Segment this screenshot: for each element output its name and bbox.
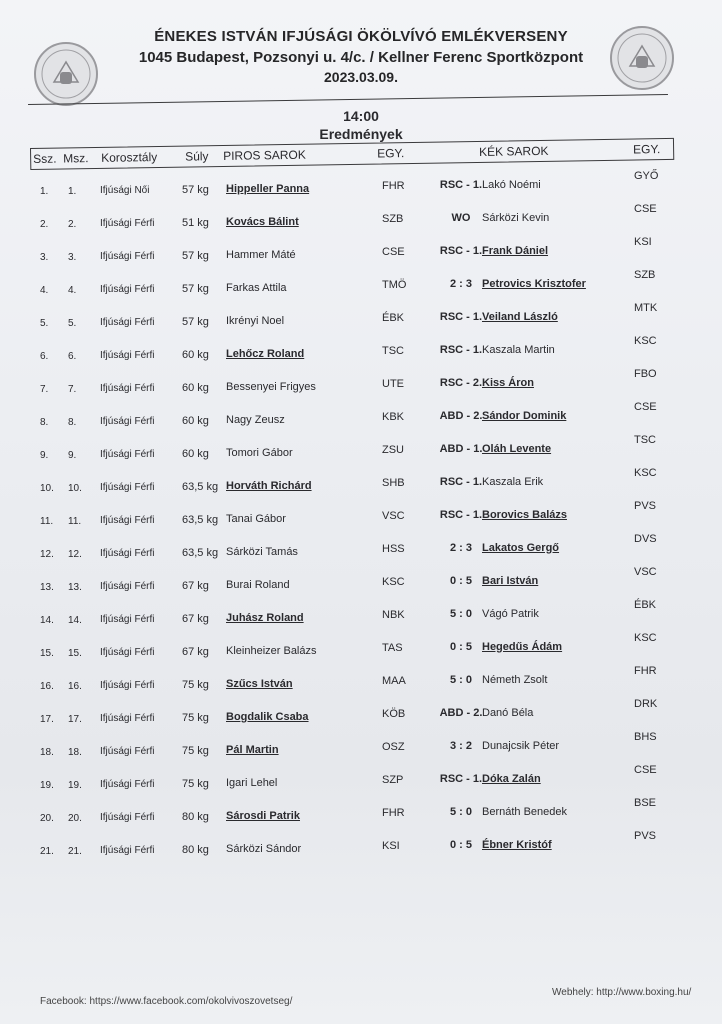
row-age-group: Ifjúsági Férfi: [100, 745, 155, 757]
blue-corner-boxer: Lakatos Gergő: [482, 541, 560, 554]
red-corner-club: TAS: [382, 642, 403, 655]
blue-corner-club: FBO: [634, 367, 657, 380]
row-age-group: Ifjúsági Férfi: [100, 844, 155, 856]
red-corner-club: TMÖ: [382, 279, 407, 292]
table-row: [0, 202, 722, 243]
row-weight: 60 kg: [182, 381, 209, 394]
col-suly: Súly: [185, 149, 209, 164]
table-row: [0, 400, 722, 441]
blue-corner-boxer: Kiss Áron: [482, 376, 534, 389]
section-title: Eredmények: [319, 126, 403, 142]
blue-corner-boxer: Frank Dániel: [482, 244, 549, 257]
red-corner-boxer: Kovács Bálint: [226, 215, 299, 228]
row-ssz: 17.: [40, 714, 54, 725]
session-time: 14:00: [343, 108, 379, 124]
blue-corner-club: KSC: [634, 334, 657, 347]
blue-corner-club: CSE: [634, 400, 657, 413]
bout-result: 5 : 0: [449, 674, 472, 687]
red-corner-club: KSC: [382, 576, 405, 589]
red-corner-boxer: Juhász Roland: [226, 611, 304, 624]
table-row: [0, 433, 722, 474]
blue-corner-club: ÉBK: [634, 598, 657, 611]
row-age-group: Ifjúsági Férfi: [100, 316, 155, 328]
row-msz: 14.: [68, 614, 82, 626]
bout-result: 0 : 5: [449, 641, 472, 654]
col-egy-blue: EGY.: [632, 142, 661, 157]
row-age-group: Ifjúsági Férfi: [100, 613, 155, 625]
row-msz: 1.: [68, 185, 77, 197]
red-corner-club: FHR: [382, 180, 405, 193]
row-weight: 67 kg: [182, 645, 209, 658]
row-age-group: Ifjúsági Férfi: [100, 217, 155, 229]
row-ssz: 4.: [40, 285, 49, 296]
blue-corner-club: KSC: [634, 631, 657, 644]
blue-corner-club: FHR: [634, 664, 657, 677]
row-msz: 13.: [68, 581, 82, 593]
blue-corner-club: MTK: [634, 301, 658, 314]
bout-result: 3 : 2: [449, 740, 472, 753]
row-msz: 7.: [68, 383, 77, 395]
table-row: [0, 565, 722, 606]
row-msz: 4.: [68, 284, 77, 296]
blue-corner-boxer: Kaszala Erik: [482, 475, 544, 488]
row-age-group: Ifjúsági Férfi: [100, 580, 155, 592]
bout-result: WO: [451, 212, 471, 225]
table-row: [0, 169, 722, 210]
col-piros-sarok: PIROS SAROK: [223, 147, 306, 163]
row-age-group: Ifjúsági Férfi: [100, 283, 155, 295]
col-korosztaly: Korosztály: [101, 150, 158, 165]
row-ssz: 20.: [40, 813, 54, 824]
row-weight: 60 kg: [182, 414, 209, 427]
blue-corner-club: DRK: [634, 697, 658, 710]
red-corner-club: KÖB: [382, 708, 406, 721]
table-row: [0, 829, 722, 870]
row-ssz: 15.: [40, 648, 54, 659]
red-corner-club: OSZ: [382, 741, 405, 754]
red-corner-club: ZSU: [382, 444, 404, 457]
row-msz: 5.: [68, 317, 77, 329]
red-corner-boxer: Tanai Gábor: [226, 512, 286, 525]
table-row: [0, 235, 722, 276]
red-corner-club: SZP: [382, 774, 404, 787]
col-egy-red: EGY.: [377, 146, 405, 161]
col-ssz: Ssz.: [33, 151, 57, 166]
red-corner-club: FHR: [382, 807, 405, 820]
table-row: [0, 763, 722, 804]
table-row: [0, 697, 722, 738]
blue-corner-boxer: Oláh Levente: [482, 442, 552, 455]
bout-result: RSC - 2.: [439, 377, 483, 390]
event-title: ÉNEKES ISTVÁN IFJÚSÁGI ÖKÖLVÍVÓ EMLÉKVERSENY: [154, 28, 568, 45]
red-corner-club: HSS: [382, 543, 405, 556]
row-ssz: 9.: [40, 450, 49, 461]
red-corner-boxer: Sárosdi Patrik: [226, 809, 300, 822]
row-weight: 67 kg: [182, 579, 209, 592]
red-corner-club: NBK: [382, 609, 405, 622]
row-weight: 57 kg: [182, 249, 209, 262]
bout-result: 2 : 3: [449, 278, 472, 291]
row-weight: 75 kg: [182, 711, 209, 724]
bout-result: RSC - 1.: [439, 179, 483, 192]
blue-corner-club: DVS: [634, 532, 657, 545]
red-corner-boxer: Burai Roland: [226, 578, 290, 591]
blue-corner-boxer: Veiland László: [482, 310, 558, 323]
table-row: [0, 499, 722, 540]
bout-result: 0 : 5: [449, 575, 472, 588]
footer-website: Webhely: http://www.boxing.hu/: [552, 987, 692, 998]
red-corner-boxer: Sárközi Tamás: [226, 545, 298, 558]
row-ssz: 21.: [40, 846, 54, 857]
row-ssz: 2.: [40, 219, 49, 230]
blue-corner-club: GYŐ: [634, 169, 659, 182]
blue-corner-boxer: Danó Béla: [482, 706, 534, 719]
row-age-group: Ifjúsági Férfi: [100, 514, 155, 526]
table-row: [0, 301, 722, 342]
red-corner-club: TSC: [382, 345, 404, 358]
row-ssz: 5.: [40, 318, 49, 329]
red-corner-boxer: Hippeller Panna: [226, 182, 310, 195]
bout-result: RSC - 1.: [439, 311, 483, 324]
red-corner-boxer: Sárközi Sándor: [226, 842, 302, 855]
red-corner-boxer: Szűcs István: [226, 677, 293, 690]
row-ssz: 8.: [40, 417, 49, 428]
blue-corner-club: BSE: [634, 796, 657, 809]
row-weight: 75 kg: [182, 744, 209, 757]
row-msz: 8.: [68, 416, 77, 428]
row-weight: 57 kg: [182, 315, 209, 328]
blue-corner-boxer: Kaszala Martin: [482, 343, 555, 356]
blue-corner-boxer: Borovics Balázs: [482, 508, 567, 521]
red-corner-boxer: Bessenyei Frigyes: [226, 380, 316, 393]
table-row: [0, 796, 722, 837]
blue-corner-club: PVS: [634, 499, 657, 512]
bout-result: 0 : 5: [449, 839, 472, 852]
blue-corner-boxer: Bernáth Benedek: [482, 805, 568, 818]
row-weight: 51 kg: [182, 216, 209, 229]
blue-corner-boxer: Németh Zsolt: [482, 673, 548, 686]
red-corner-club: KBK: [382, 411, 405, 424]
bout-result: ABD - 2.: [439, 707, 483, 720]
row-ssz: 3.: [40, 252, 49, 263]
blue-corner-club: VSC: [634, 565, 657, 578]
row-msz: 6.: [68, 350, 77, 362]
bout-result: 2 : 3: [449, 542, 472, 555]
red-corner-boxer: Lehőcz Roland: [226, 347, 305, 360]
row-msz: 3.: [68, 251, 77, 263]
row-ssz: 16.: [40, 681, 54, 692]
blue-corner-boxer: Hegedűs Ádám: [482, 640, 563, 653]
blue-corner-boxer: Sárközi Kevin: [482, 211, 550, 224]
red-corner-boxer: Igari Lehel: [226, 776, 278, 789]
row-age-group: Ifjúsági Férfi: [100, 811, 155, 823]
red-corner-boxer: Horváth Richárd: [226, 479, 312, 492]
red-corner-club: ÉBK: [382, 312, 405, 325]
blue-corner-club: PVS: [634, 829, 657, 842]
bout-result: ABD - 2.: [439, 410, 483, 423]
row-age-group: Ifjúsági Férfi: [100, 679, 155, 691]
row-msz: 15.: [68, 647, 82, 659]
row-weight: 63,5 kg: [182, 480, 219, 493]
red-corner-club: MAA: [382, 675, 406, 688]
row-msz: 17.: [68, 713, 82, 725]
table-row: [0, 334, 722, 375]
row-msz: 9.: [68, 449, 77, 461]
blue-corner-boxer: Bari István: [482, 574, 539, 587]
red-corner-club: SHB: [382, 477, 405, 490]
table-row: [0, 631, 722, 672]
row-ssz: 11.: [40, 516, 54, 527]
blue-corner-club: CSE: [634, 202, 657, 215]
table-row: [0, 466, 722, 507]
row-age-group: Ifjúsági Férfi: [100, 481, 155, 493]
row-weight: 75 kg: [182, 678, 209, 691]
red-corner-boxer: Tomori Gábor: [226, 446, 293, 459]
table-row: [0, 367, 722, 408]
row-ssz: 13.: [40, 582, 54, 593]
blue-corner-boxer: Lakó Noémi: [482, 178, 541, 191]
red-corner-boxer: Bogdalik Csaba: [226, 710, 309, 723]
col-kek-sarok: KÉK SAROK: [479, 143, 549, 159]
row-weight: 63,5 kg: [182, 546, 219, 559]
red-corner-club: CSE: [382, 246, 405, 259]
row-ssz: 1.: [40, 186, 49, 197]
blue-corner-club: BHS: [634, 730, 657, 743]
red-corner-boxer: Pál Martin: [226, 743, 279, 756]
bout-result: RSC - 1.: [439, 344, 483, 357]
row-age-group: Ifjúsági Férfi: [100, 712, 155, 724]
bout-result: RSC - 1.: [439, 773, 483, 786]
event-address: 1045 Budapest, Pozsonyi u. 4/c. / Kellner Ferenc Sportközpont: [138, 49, 584, 66]
red-corner-club: KSI: [382, 840, 400, 853]
bout-result: 5 : 0: [449, 608, 472, 621]
row-weight: 80 kg: [182, 810, 209, 823]
row-age-group: Ifjúsági Férfi: [100, 778, 155, 790]
row-msz: 21.: [68, 845, 82, 857]
table-row: [0, 730, 722, 771]
row-weight: 63,5 kg: [182, 513, 219, 526]
blue-corner-club: TSC: [634, 433, 656, 446]
row-ssz: 19.: [40, 780, 54, 791]
row-ssz: 7.: [40, 384, 49, 395]
event-date: 2023.03.09.: [324, 69, 398, 85]
row-ssz: 14.: [40, 615, 54, 626]
row-age-group: Ifjúsági Férfi: [100, 349, 155, 361]
blue-corner-club: CSE: [634, 763, 657, 776]
red-corner-club: SZB: [382, 213, 404, 226]
red-corner-boxer: Farkas Attila: [226, 281, 287, 294]
bout-result: RSC - 1.: [439, 245, 483, 258]
row-weight: 75 kg: [182, 777, 209, 790]
blue-corner-boxer: Dunajcsik Péter: [482, 739, 560, 752]
table-row: [0, 532, 722, 573]
red-corner-club: VSC: [382, 510, 405, 523]
row-msz: 11.: [68, 515, 82, 527]
row-weight: 80 kg: [182, 843, 209, 856]
row-weight: 60 kg: [182, 447, 209, 460]
red-corner-boxer: Hammer Máté: [226, 248, 296, 261]
row-ssz: 10.: [40, 483, 54, 494]
row-age-group: Ifjúsági Férfi: [100, 250, 155, 262]
bout-result: ABD - 1.: [439, 443, 483, 456]
row-age-group: Ifjúsági Férfi: [100, 646, 155, 658]
row-ssz: 12.: [40, 549, 54, 560]
table-row: [0, 664, 722, 705]
row-weight: 57 kg: [182, 183, 209, 196]
table-row: [0, 598, 722, 639]
row-ssz: 6.: [40, 351, 49, 362]
row-msz: 18.: [68, 746, 82, 758]
row-msz: 12.: [68, 548, 82, 560]
bout-result: 5 : 0: [449, 806, 472, 819]
row-age-group: Ifjúsági Férfi: [100, 448, 155, 460]
bout-result: RSC - 1.: [439, 509, 483, 522]
row-age-group: Ifjúsági Férfi: [100, 415, 155, 427]
red-corner-boxer: Ikrényi Noel: [226, 314, 285, 327]
blue-corner-boxer: Dóka Zalán: [482, 772, 541, 785]
blue-corner-club: KSI: [634, 235, 652, 248]
row-msz: 16.: [68, 680, 82, 692]
row-msz: 2.: [68, 218, 77, 230]
table-row: [0, 268, 722, 309]
row-weight: 57 kg: [182, 282, 209, 295]
bout-result: RSC - 1.: [439, 476, 483, 489]
row-msz: 10.: [68, 482, 82, 494]
red-corner-boxer: Nagy Zeusz: [226, 413, 285, 426]
blue-corner-boxer: Petrovics Krisztofer: [482, 277, 586, 290]
row-ssz: 18.: [40, 747, 54, 758]
row-weight: 60 kg: [182, 348, 209, 361]
row-age-group: Ifjúsági Férfi: [100, 382, 155, 394]
blue-corner-boxer: Vágó Patrik: [482, 607, 539, 620]
col-msz: Msz.: [63, 151, 89, 166]
red-corner-boxer: Kleinheizer Balázs: [226, 644, 317, 657]
row-msz: 19.: [68, 779, 82, 791]
row-age-group: Ifjúsági Női: [100, 184, 150, 196]
row-weight: 67 kg: [182, 612, 209, 625]
row-msz: 20.: [68, 812, 82, 824]
footer-facebook: Facebook: https://www.facebook.com/okolvivoszovetseg/: [40, 996, 293, 1007]
blue-corner-club: SZB: [634, 268, 656, 281]
row-age-group: Ifjúsági Férfi: [100, 547, 155, 559]
blue-corner-boxer: Ébner Kristóf: [482, 838, 552, 851]
red-corner-club: UTE: [382, 378, 404, 391]
blue-corner-boxer: Sándor Dominik: [482, 409, 567, 422]
blue-corner-club: KSC: [634, 466, 657, 479]
